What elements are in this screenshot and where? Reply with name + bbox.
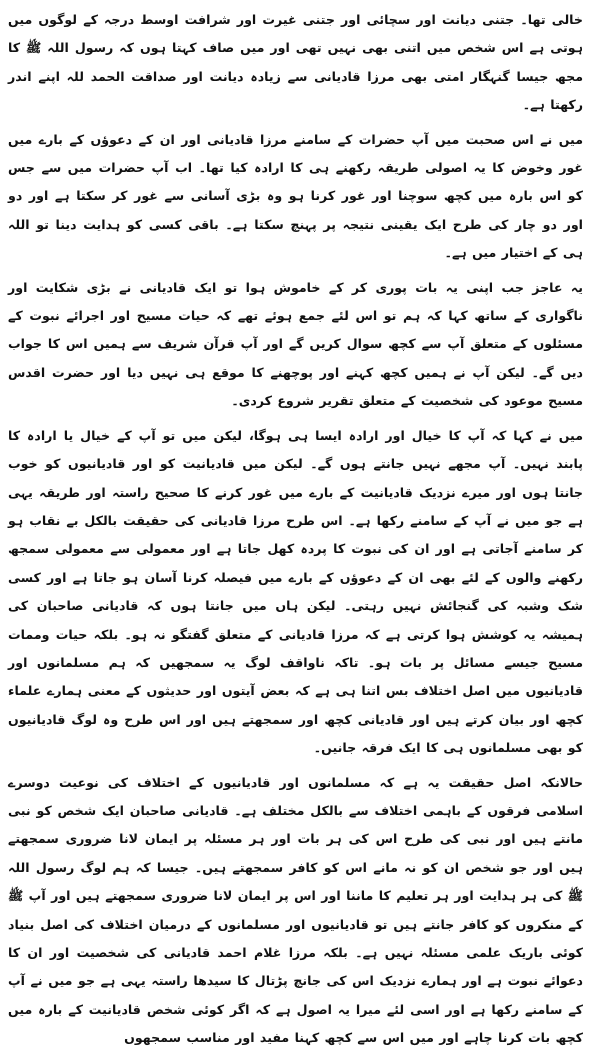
paragraph-4: میں نے کہا کہ آپ کا خیال اور ارادہ ایسا ہی ہوگا، لیکن میں تو آپ کے خیال یا ارادہ کا پابند نہیں۔ آپ مجھے نہیں جانتے ہوں گے۔ لیکن میں قادیانیت کو اور قادیانیوں کو خوب جانتا ہوں اور میرے نزدیک قادیانیت کے بارے میں غور کرنے کا صحیح راستہ اور طریقہ یہی ہے جو میں نے آپ کے سامنے رکھا ہے۔ اس طرح مرزا قادیانی کی حقیقت بالکل بے نقاب ہو کر سامنے آجاتی ہے اور ان کی نبوت کا پردہ کھل جاتا ہے اور معمولی سے معمولی سمجھ رکھنے والوں کے لئے بھی ان کے دعوؤں کے بارے میں فیصلہ کرنا آسان ہو جاتا ہے اور کسی شک وشبہ کی گنجائش نہیں رہتی۔ لیکن ہاں میں جانتا ہوں کہ قادیانی صاحبان کی ہمیشہ یہ کوشش ہوا کرتی ہے کہ مرزا قادیانی کے متعلق گفتگو نہ ہو۔ بلکہ حیات وممات مسیح جیسے مسائل پر بات ہو۔ تاکہ ناواقف لوگ یہ سمجھیں کہ ہم مسلمانوں اور قادیانیوں میں اصل اختلاف بس اتنا ہی ہے کہ بعض آیتوں اور حدیثوں کے معنی ہمارے علماء کچھ اور بیان کرتے ہیں اور قادیانی کچھ اور سمجھتے ہیں اور اس طرح وہ لوگ قادیانیوں کو بھی مسلمانوں ہی کا ایک فرقہ جانیں۔ — [8, 427, 583, 756]
paragraph-5: حالانکہ اصل حقیقت یہ ہے کہ مسلمانوں اور قادیانیوں کے اختلاف کی نوعیت دوسرے اسلامی فرقوں کے باہمی اختلاف سے بالکل مختلف ہے۔ قادیانی صاحبان ایک شخص کو نبی مانتے ہیں اور نبی کی طرح اس کی ہر بات اور ہر مسئلہ پر ایمان لانا ضروری سمجھتے ہیں اور جو شخص ان کو نہ مانے اس کو کافر سمجھتے ہیں۔ جیسا کہ ہم لوگ رسول اللہ ﷺ کی ہر ہدایت اور ہر تعلیم کا ماننا اور اس پر ایمان لانا ضروری سمجھتے ہیں اور آپ ﷺ کے منکروں کو کافر جانتے ہیں تو قادیانیوں اور مسلمانوں کے درمیان اختلاف کی اصل بنیاد کوئی باریک علمی مسئلہ نہیں ہے۔ بلکہ مرزا غلام احمد قادیانی کی شخصیت اور ان کا دعوائے نبوت ہے اور ہمارے نزدیک اس کی جانچ پڑتال کا سیدھا راستہ یہی ہے جو میں نے آپ کے سامنے رکھا ہے اور اسی لئے میرا یہ اصول ہے کہ اگر کوئی شخص قادیانیت کے بارہ میں کچھ بات کرنا چاہے اور میں اس سے کچھ کہنا مفید اور مناسب سمجھوں — [8, 774, 583, 1046]
paragraph-2: میں نے اس صحبت میں آپ حضرات کے سامنے مرزا قادیانی اور ان کے دعوؤں کے بارے میں غور وخوض کا یہ اصولی طریقہ رکھنے ہی کا ارادہ کیا تھا۔ اب آپ حضرات میں سے جس کو اس بارہ میں کچھ سوچنا اور غور کرنا ہو وہ بڑی آسانی سے غور کر سکتا ہے اور دو اور دو چار کی طرح ایک یقینی نتیجہ پر پہنچ سکتا ہے۔ باقی کسی کو ہدایت دینا تو اللہ ہی کے اختیار میں ہے۔ — [8, 131, 583, 261]
paragraph-3: یہ عاجز جب اپنی یہ بات پوری کر کے خاموش ہوا تو ایک قادیانی نے بڑی شکایت اور ناگواری کے ساتھ کہا کہ ہم تو اس لئے جمع ہوئے تھے کہ حیات مسیح اور اجرائے نبوت کے مسئلوں کے متعلق آپ سے کچھ سوال کریں گے اور آپ قرآن شریف سے ہمیں اس کا جواب دیں گے۔ لیکن آپ نے ہمیں کچھ کہنے اور پوچھنے کا موقع ہی نہیں دیا اور حضرت اقدس مسیح موعود کی شخصیت کے متعلق تقریر شروع کردی۔ — [8, 279, 583, 409]
paragraph-1: خالی تھا۔ جتنی دیانت اور سچائی اور جتنی غیرت اور شرافت اوسط درجہ کے لوگوں میں ہوتی ہے اس شخص میں اتنی بھی نہیں تھی اور میں صاف کہتا ہوں کہ رسول اللہ ﷺ کا مجھ جیسا گنہگار امتی بھی مرزا قادیانی سے زیادہ دیانت اور صداقت الحمد للہ اپنے اندر رکھتا ہے۔ — [8, 12, 583, 113]
